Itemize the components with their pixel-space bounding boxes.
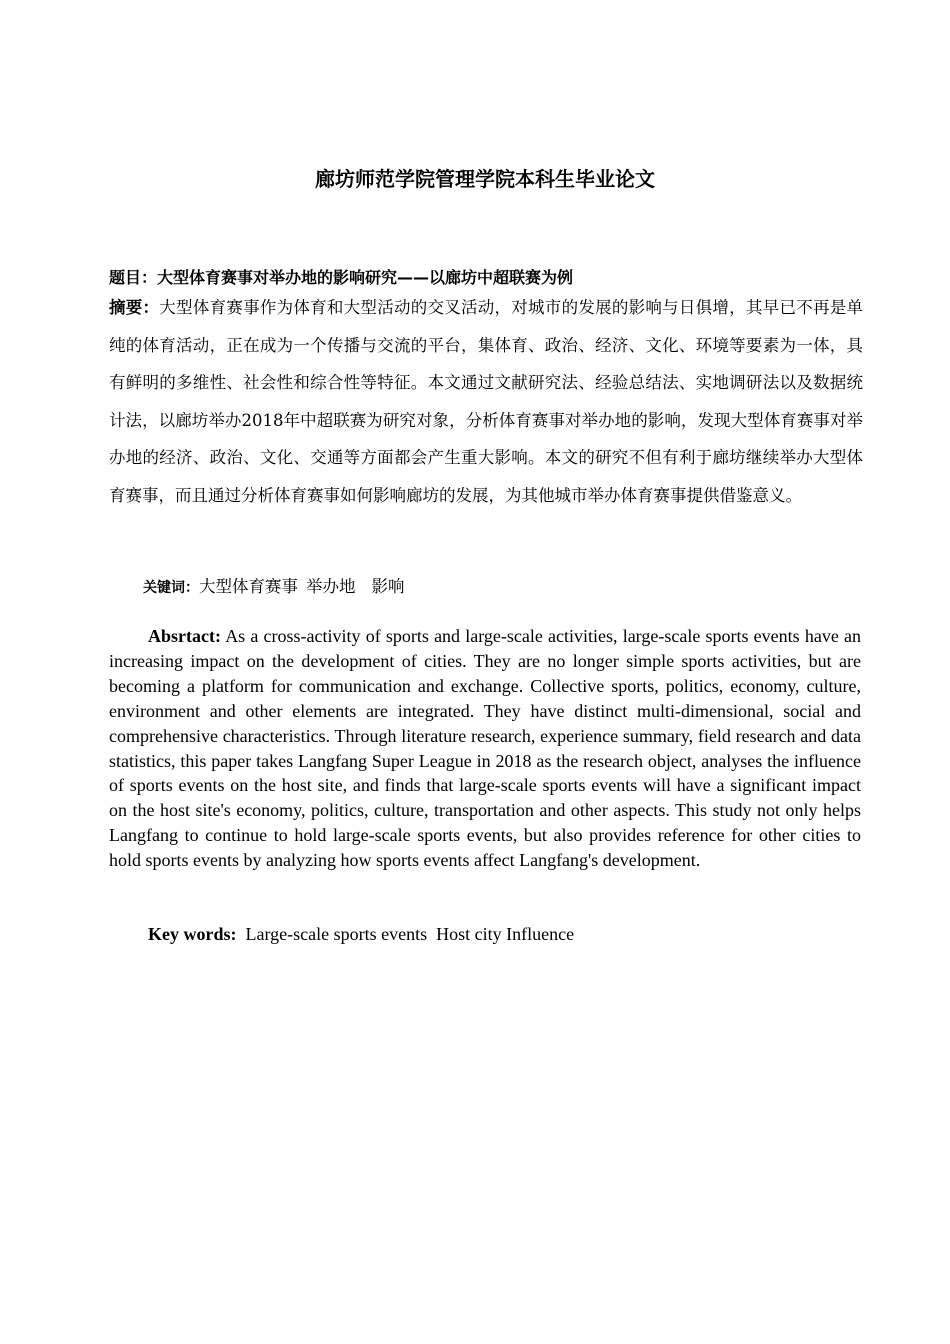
chinese-keywords-label: 关键词：: [143, 580, 199, 596]
chinese-keyword-1: 大型体育赛事: [199, 577, 298, 596]
topic-text: 大型体育赛事对举办地的影响研究——以廊坊中超联赛为例: [157, 268, 574, 287]
chinese-abstract: [109, 289, 863, 514]
english-abstract-text: As a cross-activity of sports and large-scale activities, large-scale sports events have an increasing impact on the development of cities. They are no longer simple sports activities, but are becoming a platform for communication and exchange. Collective sports, politics, economy, culture, environment and other elements are integrated. They have distinct multi-dimensional, social and comprehensive characteristics. Through literature research, experience summary, field research and data statistics, this paper takes Langfang Super League in 2018 as the research object, analyses the influence of sports events on the host site, and finds that large-scale sports events will have a significant impact on the host site's economy, politics, culture, transportation and other aspects. This study not only helps Langfang to continue to hold large-scale sports events, but also provides reference for other cities to hold sports events by analyzing how sports events affect Langfang's development.: [109, 626, 861, 871]
topic-label: 题目：: [109, 268, 158, 287]
chinese-keyword-3: 影响: [371, 577, 405, 596]
english-keywords-label: Key words:: [148, 924, 237, 944]
chinese-abstract-text: 大型体育赛事作为体育和大型活动的交叉活动，对城市的发展的影响与日俱增，其早已不再是单纯的体育活动，正在成为一个传播与交流的平台，集体育、政治、经济、文化、环境等要素为一体，具有鲜明的多维性、社会性和综合性等特征。本文通过文献研究法、经验总结法、实地调研法以及数据统计法，以廊坊举办2018年中超联赛为研究对象，分析体育赛事对举办地的影响，发现大型体育赛事对举办地的经济、政治、文化、交通等方面都会产生重大影响。本文的研究不但有利于廊坊继续举办大型体育赛事，而且通过分析体育赛事如何影响廊坊的发展，为其他城市举办体育赛事提供借鉴意义。: [109, 298, 864, 505]
chinese-keywords: [143, 575, 863, 600]
english-abstract-label: Absrtact:: [148, 626, 221, 646]
english-keywords: [148, 922, 860, 947]
chinese-abstract-label: 摘要：: [109, 298, 160, 317]
thesis-topic: [109, 267, 869, 289]
english-abstract: [109, 624, 861, 873]
english-keywords-text: Large-scale sports events Host city Influence: [245, 924, 575, 944]
chinese-keyword-2: 举办地: [306, 577, 356, 596]
document-title: 廊坊师范学院管理学院本科生毕业论文: [315, 167, 655, 191]
